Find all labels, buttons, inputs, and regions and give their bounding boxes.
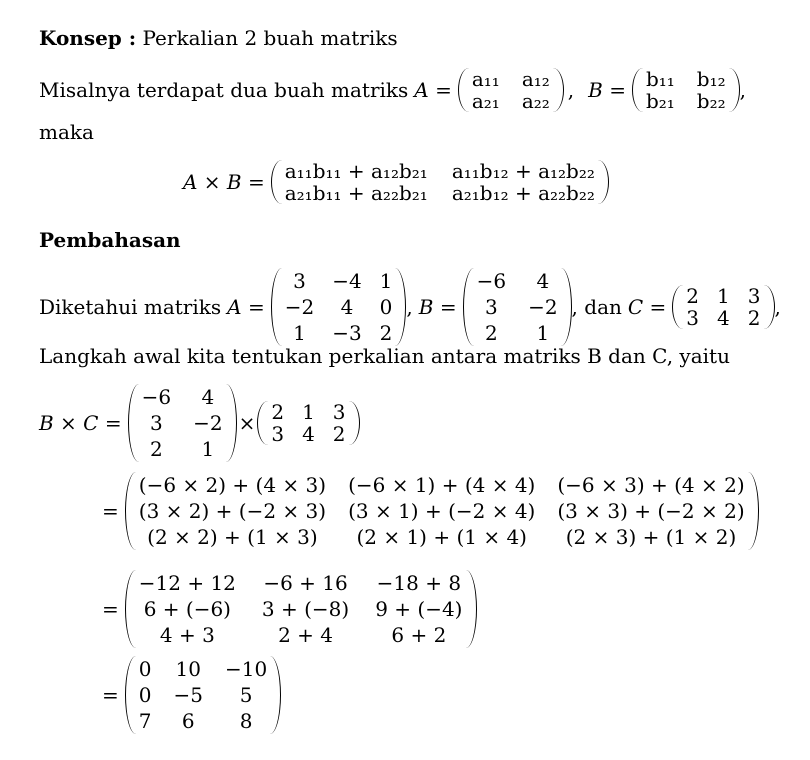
matrix-C — [672, 285, 774, 329]
matrix-cell: −4 — [332, 269, 362, 293]
left-paren — [257, 401, 269, 445]
konsep-heading: Konsep : — [39, 26, 137, 50]
konsep-text: Perkalian 2 buah matriks — [142, 26, 398, 50]
matrix-cell: 4 — [717, 306, 730, 330]
matrix-cell: 8 — [239, 709, 253, 733]
matrix-cell: −6 — [476, 269, 507, 293]
C-label: C = — [627, 295, 667, 319]
result-matrix — [125, 656, 281, 734]
step1-matrix — [125, 472, 759, 550]
general-B-label: B = — [588, 78, 626, 102]
general-matrix-A — [458, 68, 564, 112]
matrix-cell: 5 — [239, 683, 253, 707]
matrix-cell: −2 — [284, 295, 315, 319]
matrix-cell: 1 — [379, 269, 393, 293]
matrix-cell: 3 — [747, 284, 761, 308]
matrix-cell: b₂₂ — [696, 89, 726, 113]
matrix-cell: 0 — [138, 683, 152, 707]
left-paren — [458, 68, 470, 112]
matrix-cell: 2 — [332, 422, 346, 446]
matrix-cell: b₁₂ — [696, 67, 726, 91]
step2-matrix — [125, 570, 477, 648]
matrix-cell: a₁₁ — [471, 67, 500, 91]
step2-line — [102, 570, 477, 648]
left-paren — [672, 285, 684, 329]
intro-line: Misalnya terdapat dua buah matriks A = a₁₁ a₁₂ a₂₁ a₂₂ , B = b₁₁ b₁₂ b₂₁ b₂₂ , — [39, 67, 746, 113]
matrix-cell: −2 — [528, 295, 558, 319]
general-product-matrix — [271, 160, 609, 204]
general-A-label: A = — [414, 78, 452, 102]
matrix-A — [271, 268, 407, 346]
matrix-cell: 9 + (−4) — [375, 597, 463, 621]
diketahui-text: Diketahui matriks — [39, 295, 222, 319]
step1-line — [102, 472, 759, 550]
matrix-cell: (2 × 2) + (1 × 3) — [147, 525, 318, 549]
matrix-cell: 4 — [536, 269, 550, 293]
matrix-cell: 2 — [149, 437, 163, 461]
matrix-cell: 6 + 2 — [391, 623, 447, 647]
matrix-cell: b₁₁ — [645, 67, 675, 91]
matrix-cell: 10 — [175, 657, 201, 681]
matrix-cell: −2 — [193, 411, 223, 435]
matrix-cell: (−6 × 1) + (4 × 4) — [348, 473, 536, 497]
matrix-cell: b₂₁ — [645, 89, 675, 113]
matrix-cell: a₂₁b₁₁ + a₂₂b₂₁ — [284, 181, 428, 205]
result-eq: = — [102, 683, 119, 707]
right-paren — [394, 268, 406, 346]
matrix-cell: a₁₁b₁₁ + a₁₂b₂₁ — [284, 159, 428, 183]
matrix-cell: (2 × 1) + (1 × 4) — [356, 525, 527, 549]
matrix-cell: 3 + (−8) — [261, 597, 350, 621]
matrix-cell: −5 — [173, 683, 203, 707]
matrix-cell: 2 + 4 — [278, 623, 334, 647]
matrix-cell: a₂₂ — [521, 89, 550, 113]
matrix-cell: a₂₁b₁₂ + a₂₂b₂₂ — [451, 181, 595, 205]
matrix-cell: 6 + (−6) — [143, 597, 231, 621]
matrix-cell: 1 — [201, 437, 215, 461]
right-paren — [763, 285, 775, 329]
matrix-cell: 4 — [201, 385, 215, 409]
matrix-cell: (3 × 3) + (−2 × 2) — [557, 499, 745, 523]
left-paren — [271, 160, 283, 204]
matrix-cell: −6 — [141, 385, 172, 409]
matrix-cell: a₂₁ — [471, 89, 500, 113]
matrix-cell: 3 — [484, 295, 498, 319]
diketahui-line: Diketahui matriks A = 3 −4 1 −2 4 0 1 −3 2 , B = −6 4 3 −2 2 1 , dan C = 2 1 3 3 4 2 , — [39, 269, 781, 345]
times-sign: × — [238, 411, 256, 435]
pembahasan-heading: Pembahasan — [39, 228, 181, 252]
step0-line — [39, 384, 360, 462]
matrix-cell: (−6 × 2) + (4 × 3) — [138, 473, 327, 497]
matrix-cell: 2 — [747, 306, 761, 330]
matrix-cell: 4 — [302, 422, 315, 446]
matrix-cell: (3 × 1) + (−2 × 4) — [348, 499, 536, 523]
matrix-cell: 3 — [293, 269, 306, 293]
left-paren — [632, 68, 644, 112]
matrix-cell: −10 — [224, 657, 268, 681]
matrix-cell: (2 × 3) + (1 × 2) — [565, 525, 737, 549]
intro-continuation: maka — [39, 120, 94, 144]
right-paren — [728, 68, 740, 112]
general-AxB-label: A × B = — [183, 170, 265, 194]
left-paren — [125, 656, 137, 734]
matrix-cell: 3 — [271, 422, 285, 446]
matrix-cell: 3 — [686, 306, 700, 330]
right-paren — [747, 472, 759, 550]
matrix-cell: −12 + 12 — [138, 571, 236, 595]
right-paren — [552, 68, 564, 112]
matrix-cell: 4 — [340, 295, 354, 319]
matrix-cell: 2 — [379, 321, 393, 345]
matrix-cell: 1 — [717, 284, 730, 308]
step2-eq: = — [102, 597, 119, 621]
B-label: B = — [418, 295, 457, 319]
right-paren — [348, 401, 360, 445]
matrix-cell: 2 — [484, 321, 498, 345]
right-paren — [560, 268, 572, 346]
matrix-cell: 3 — [332, 400, 346, 424]
A-label: A = — [227, 295, 265, 319]
left-paren — [125, 472, 137, 550]
intro-text: Misalnya terdapat dua buah matriks — [39, 78, 409, 102]
matrix-cell: 1 — [293, 321, 306, 345]
matrix-cell: (3 × 2) + (−2 × 3) — [138, 499, 327, 523]
left-paren — [463, 268, 475, 346]
BxC-label: B × C = — [39, 411, 122, 435]
matrix-cell: a₁₂ — [521, 67, 550, 91]
matrix-cell: a₁₁b₁₂ + a₁₂b₂₂ — [451, 159, 595, 183]
matrix-cell: −18 + 8 — [376, 571, 462, 595]
matrix-cell: −6 + 16 — [263, 571, 348, 595]
matrix-cell: 1 — [302, 400, 315, 424]
left-paren — [271, 268, 283, 346]
matrix-cell: 7 — [138, 709, 152, 733]
matrix-cell: 2 — [271, 400, 285, 424]
step1-eq: = — [102, 499, 119, 523]
right-paren — [269, 656, 281, 734]
langkah-text: Langkah awal kita tentukan perkalian antara matriks B dan C, yaitu — [39, 344, 730, 368]
matrix-cell: 0 — [138, 657, 152, 681]
left-paren — [125, 570, 137, 648]
right-paren — [597, 160, 609, 204]
general-matrix-B — [632, 68, 740, 112]
matrix-cell: −3 — [332, 321, 362, 345]
matrix-cell: 4 + 3 — [159, 623, 215, 647]
step0-matrix-B — [128, 384, 237, 462]
right-paren — [225, 384, 237, 462]
matrix-cell: (−6 × 3) + (4 × 2) — [557, 473, 745, 497]
matrix-cell: 3 — [149, 411, 163, 435]
right-paren — [465, 570, 477, 648]
left-paren — [128, 384, 140, 462]
result-line — [102, 656, 281, 734]
general-product-line — [183, 160, 609, 204]
matrix-cell: 0 — [379, 295, 393, 319]
dan-text: , dan — [571, 295, 622, 319]
matrix-cell: 6 — [181, 709, 195, 733]
konsep-line — [39, 24, 398, 52]
matrix-cell: 1 — [536, 321, 550, 345]
matrix-cell: 2 — [686, 284, 700, 308]
step0-matrix-C — [257, 401, 359, 445]
matrix-B — [463, 268, 572, 346]
